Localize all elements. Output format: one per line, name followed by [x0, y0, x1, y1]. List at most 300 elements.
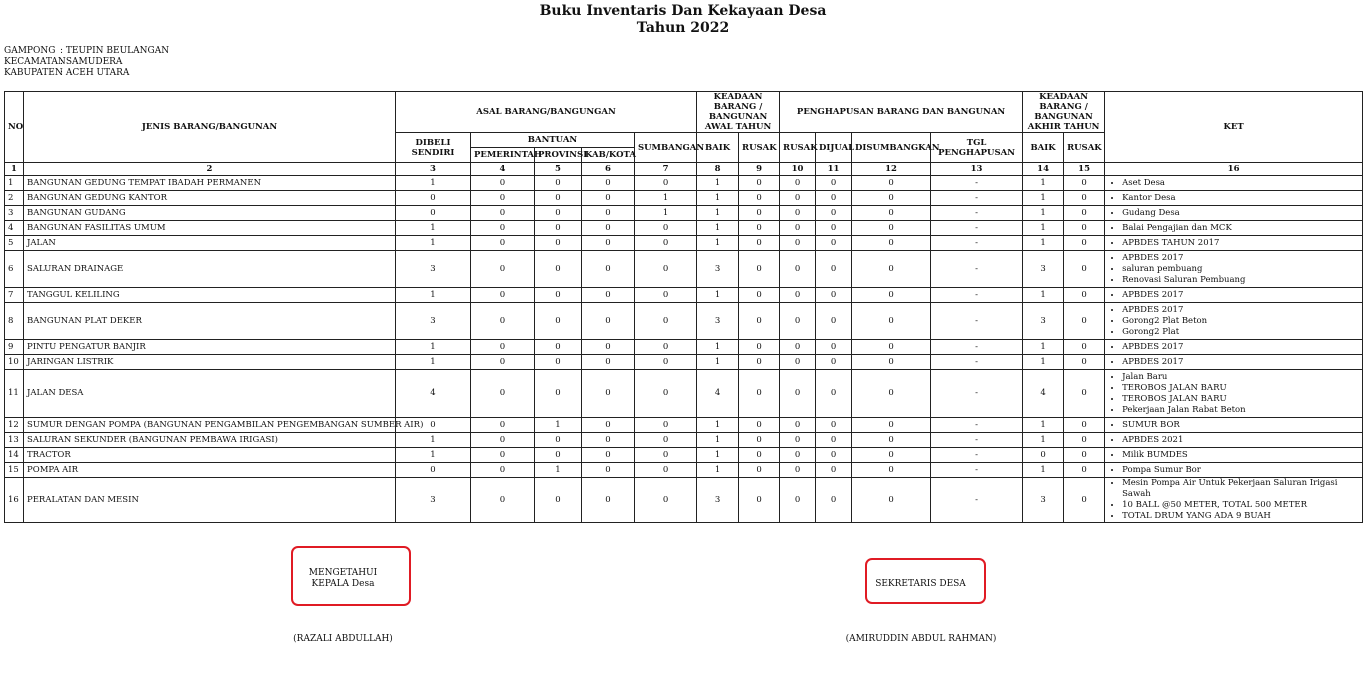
cell-value: 1	[1023, 221, 1064, 236]
ket-item: • Balai Pengajian dan MCK	[1122, 223, 1359, 234]
table-row	[5, 176, 1363, 191]
cell-value: 0	[635, 251, 697, 288]
ket-list	[1108, 208, 1359, 219]
header-keadaan-akhir: KEADAAN BARANG / BANGUNAN AKHIR TAHUN	[1023, 92, 1105, 133]
column-number: 2	[24, 163, 396, 176]
row-number: 15	[5, 463, 24, 478]
ket-cell	[1105, 418, 1363, 433]
cell-value: 0	[535, 191, 582, 206]
cell-value: 0	[396, 206, 471, 221]
cell-value: 0	[852, 448, 931, 463]
cell-value: 3	[396, 303, 471, 340]
ket-cell	[1105, 463, 1363, 478]
meta-label: KABUPATEN	[4, 68, 63, 78]
ket-item: • Kantor Desa	[1122, 193, 1359, 204]
header-rusak-hapus: RUSAK	[780, 133, 816, 163]
cell-value: 1	[535, 463, 582, 478]
ket-item: • Gorong2 Plat	[1122, 327, 1359, 338]
cell-value: 1	[635, 191, 697, 206]
cell-value: 0	[780, 251, 816, 288]
column-number: 15	[1064, 163, 1105, 176]
cell-value: 0	[471, 251, 535, 288]
cell-value: 0	[635, 448, 697, 463]
cell-value: 0	[1064, 176, 1105, 191]
ket-cell	[1105, 303, 1363, 340]
cell-value: 0	[816, 340, 852, 355]
cell-value: 0	[739, 448, 780, 463]
ket-item: • APBDES 2017	[1122, 290, 1359, 301]
cell-value: 0	[635, 370, 697, 418]
cell-value: 0	[535, 370, 582, 418]
cell-value: 0	[535, 288, 582, 303]
cell-value: 1	[396, 221, 471, 236]
cell-value: 1	[697, 206, 739, 221]
cell-value: 0	[1064, 221, 1105, 236]
item-name: BANGUNAN GEDUNG KANTOR	[24, 191, 396, 206]
item-name: SALURAN DRAINAGE	[24, 251, 396, 288]
cell-value: 0	[780, 221, 816, 236]
cell-value: 0	[816, 221, 852, 236]
cell-value: 0	[471, 418, 535, 433]
cell-value: 0	[1064, 251, 1105, 288]
cell-value: 3	[396, 251, 471, 288]
ket-item: • 10 BALL @50 METER, TOTAL 500 METER	[1122, 500, 1359, 511]
ket-list	[1108, 238, 1359, 249]
cell-value: -	[931, 236, 1023, 251]
cell-value: 0	[816, 448, 852, 463]
cell-value: 0	[471, 340, 535, 355]
cell-value: 0	[816, 191, 852, 206]
cell-value: 0	[1064, 448, 1105, 463]
cell-value: 0	[816, 355, 852, 370]
table-row	[5, 370, 1363, 418]
ket-item: • Pekerjaan Jalan Rabat Beton	[1122, 405, 1359, 416]
cell-value: 0	[582, 478, 635, 523]
cell-value: 0	[780, 463, 816, 478]
cell-value: 0	[582, 370, 635, 418]
item-name: PERALATAN DAN MESIN	[24, 478, 396, 523]
row-number: 4	[5, 221, 24, 236]
cell-value: 0	[816, 418, 852, 433]
cell-value: 1	[697, 355, 739, 370]
item-name: SALURAN SEKUNDER (BANGUNAN PEMBAWA IRIGASI)	[24, 433, 396, 448]
item-name: PINTU PENGATUR BANJIR	[24, 340, 396, 355]
cell-value: 0	[471, 176, 535, 191]
header-no: NO	[5, 92, 24, 163]
row-number: 6	[5, 251, 24, 288]
row-number: 5	[5, 236, 24, 251]
ket-cell	[1105, 191, 1363, 206]
header-jenis: JENIS BARANG/BANGUNAN	[24, 92, 396, 163]
column-number: 4	[471, 163, 535, 176]
cell-value: 1	[396, 355, 471, 370]
cell-value: 1	[1023, 355, 1064, 370]
cell-value: 0	[471, 463, 535, 478]
table-row	[5, 191, 1363, 206]
ket-cell	[1105, 478, 1363, 523]
cell-value: 0	[471, 288, 535, 303]
cell-value: 0	[852, 478, 931, 523]
ket-cell	[1105, 176, 1363, 191]
ket-cell	[1105, 433, 1363, 448]
cell-value: 0	[780, 176, 816, 191]
cell-value: 0	[816, 206, 852, 221]
cell-value: 1	[697, 433, 739, 448]
cell-value: 0	[535, 478, 582, 523]
cell-value: 0	[635, 478, 697, 523]
meta-value: : ACEH UTARA	[60, 68, 130, 78]
ket-cell	[1105, 340, 1363, 355]
row-number: 16	[5, 478, 24, 523]
item-name: POMPA AIR	[24, 463, 396, 478]
item-name: BANGUNAN FASILITAS UMUM	[24, 221, 396, 236]
inventory-body	[5, 176, 1363, 523]
ket-item: • TEROBOS JALAN BARU	[1122, 394, 1359, 405]
cell-value: 0	[852, 355, 931, 370]
ket-item: • Gudang Desa	[1122, 208, 1359, 219]
item-name: BANGUNAN GEDUNG TEMPAT IBADAH PERMANEN	[24, 176, 396, 191]
cell-value: 3	[1023, 251, 1064, 288]
cell-value: -	[931, 303, 1023, 340]
cell-value: 1	[697, 448, 739, 463]
item-name: SUMUR DENGAN POMPA (BANGUNAN PENGAMBILAN PENGEMBANGAN SUMBER AIR)	[24, 418, 396, 433]
column-number: 6	[582, 163, 635, 176]
cell-value: 0	[780, 206, 816, 221]
cell-value: 1	[697, 176, 739, 191]
cell-value: -	[931, 433, 1023, 448]
ket-list	[1108, 478, 1359, 522]
cell-value: 0	[852, 288, 931, 303]
cell-value: 1	[1023, 288, 1064, 303]
cell-value: 0	[780, 340, 816, 355]
cell-value: 0	[816, 236, 852, 251]
table-row	[5, 288, 1363, 303]
cell-value: -	[931, 478, 1023, 523]
cell-value: 0	[582, 355, 635, 370]
column-number: 8	[697, 163, 739, 176]
cell-value: 0	[635, 463, 697, 478]
cell-value: 0	[852, 236, 931, 251]
meta-value: : SAMUDERA	[60, 57, 123, 67]
cell-value: 0	[780, 418, 816, 433]
header-dijual: DIJUAL	[816, 133, 852, 163]
cell-value: 0	[739, 340, 780, 355]
column-number: 10	[780, 163, 816, 176]
inventory-table	[4, 91, 1363, 523]
item-name: JARINGAN LISTRIK	[24, 355, 396, 370]
cell-value: 0	[535, 251, 582, 288]
cell-value: 1	[697, 221, 739, 236]
cell-value: 0	[535, 303, 582, 340]
cell-value: 0	[739, 288, 780, 303]
row-number: 11	[5, 370, 24, 418]
cell-value: 0	[535, 433, 582, 448]
item-name: TRACTOR	[24, 448, 396, 463]
ket-item: • Milik BUMDES	[1122, 450, 1359, 461]
column-number: 16	[1105, 163, 1363, 176]
cell-value: 0	[635, 418, 697, 433]
ket-list	[1108, 290, 1359, 301]
header-baik-akhir: BAIK	[1023, 133, 1064, 163]
ket-item: • APBDES 2021	[1122, 435, 1359, 446]
title-year: Tahun 2022	[636, 20, 730, 36]
cell-value: 3	[396, 478, 471, 523]
header-kabkota: KAB/KOTA	[582, 148, 635, 163]
cell-value: 0	[780, 433, 816, 448]
ket-cell	[1105, 370, 1363, 418]
header-rusak-akhir: RUSAK	[1064, 133, 1105, 163]
cell-value: 0	[1064, 370, 1105, 418]
cell-value: 0	[471, 355, 535, 370]
title-text: Buku Inventaris Dan Kekayaan Desa	[539, 3, 827, 19]
row-number: 12	[5, 418, 24, 433]
table-row	[5, 418, 1363, 433]
meta-row	[4, 46, 169, 57]
ket-list	[1108, 305, 1359, 338]
ket-item: • APBDES TAHUN 2017	[1122, 238, 1359, 249]
column-number: 5	[535, 163, 582, 176]
ket-cell	[1105, 206, 1363, 221]
cell-value: 1	[697, 418, 739, 433]
cell-value: 0	[582, 176, 635, 191]
cell-value: 0	[816, 251, 852, 288]
signature-left-line1: MENGETAHUI	[308, 568, 378, 578]
signature-right-title: SEKRETARIS DESA	[875, 579, 966, 589]
cell-value: 0	[396, 418, 471, 433]
cell-value: 1	[697, 288, 739, 303]
ket-list	[1108, 178, 1359, 189]
cell-value: 0	[582, 251, 635, 288]
cell-value: 0	[471, 478, 535, 523]
column-number: 13	[931, 163, 1023, 176]
row-number: 1	[5, 176, 24, 191]
row-number: 14	[5, 448, 24, 463]
header-disumbangkan: DISUMBANGKAN	[852, 133, 931, 163]
header-provinsi: PROVINSI	[535, 148, 582, 163]
cell-value: -	[931, 340, 1023, 355]
cell-value: 0	[739, 433, 780, 448]
table-row	[5, 448, 1363, 463]
ket-list	[1108, 420, 1359, 431]
cell-value: 0	[739, 176, 780, 191]
ket-item: • Aset Desa	[1122, 178, 1359, 189]
row-number: 8	[5, 303, 24, 340]
cell-value: -	[931, 355, 1023, 370]
cell-value: 0	[780, 478, 816, 523]
cell-value: 0	[535, 448, 582, 463]
cell-value: 4	[1023, 370, 1064, 418]
cell-value: -	[931, 206, 1023, 221]
cell-value: 0	[582, 340, 635, 355]
cell-value: 0	[1064, 463, 1105, 478]
ket-item: • SUMUR BOR	[1122, 420, 1359, 431]
ket-item: • Renovasi Saluran Pembuang	[1122, 275, 1359, 286]
cell-value: 0	[780, 236, 816, 251]
column-number: 11	[816, 163, 852, 176]
item-name: JALAN	[24, 236, 396, 251]
cell-value: 0	[471, 448, 535, 463]
cell-value: 1	[635, 206, 697, 221]
cell-value: 0	[396, 463, 471, 478]
ket-item: • TEROBOS JALAN BARU	[1122, 383, 1359, 394]
ket-list	[1108, 253, 1359, 286]
cell-value: 0	[852, 340, 931, 355]
cell-value: -	[931, 370, 1023, 418]
cell-value: 0	[739, 463, 780, 478]
cell-value: 0	[582, 303, 635, 340]
cell-value: 1	[396, 448, 471, 463]
header-pemerintah: PEMERINTAH	[471, 148, 535, 163]
cell-value: 0	[852, 191, 931, 206]
location-info	[4, 46, 169, 79]
table-row	[5, 206, 1363, 221]
cell-value: -	[931, 221, 1023, 236]
header-asal: ASAL BARANG/BANGUNGAN	[396, 92, 697, 133]
ket-cell	[1105, 221, 1363, 236]
table-row	[5, 221, 1363, 236]
cell-value: 0	[780, 288, 816, 303]
signature-left-title	[291, 568, 395, 590]
cell-value: 0	[1064, 478, 1105, 523]
cell-value: 0	[635, 236, 697, 251]
cell-value: 0	[816, 288, 852, 303]
cell-value: 0	[852, 418, 931, 433]
column-number-row	[5, 163, 1363, 176]
cell-value: 0	[739, 251, 780, 288]
ket-item: • Mesin Pompa Air Untuk Pekerjaan Saluran Irigasi Sawah	[1122, 478, 1359, 500]
cell-value: 0	[816, 478, 852, 523]
ket-item: • APBDES 2017	[1122, 357, 1359, 368]
cell-value: 0	[852, 176, 931, 191]
cell-value: 1	[1023, 418, 1064, 433]
cell-value: 0	[582, 463, 635, 478]
cell-value: 0	[582, 221, 635, 236]
cell-value: 0	[739, 303, 780, 340]
meta-value: : TEUPIN BEULANGAN	[60, 46, 170, 56]
ket-item: • TOTAL DRUM YANG ADA 9 BUAH	[1122, 511, 1359, 522]
cell-value: 0	[816, 370, 852, 418]
cell-value: 0	[635, 221, 697, 236]
cell-value: 0	[780, 191, 816, 206]
row-number: 7	[5, 288, 24, 303]
cell-value: 1	[697, 191, 739, 206]
ket-list	[1108, 342, 1359, 353]
table-row	[5, 251, 1363, 288]
ket-list	[1108, 223, 1359, 234]
table-row	[5, 355, 1363, 370]
cell-value: 1	[1023, 191, 1064, 206]
cell-value: 0	[635, 303, 697, 340]
document-title	[0, 3, 1366, 37]
table-row	[5, 433, 1363, 448]
ket-item: • Gorong2 Plat Beton	[1122, 316, 1359, 327]
ket-cell	[1105, 355, 1363, 370]
cell-value: 0	[535, 355, 582, 370]
cell-value: 3	[697, 478, 739, 523]
cell-value: 0	[852, 221, 931, 236]
ket-item: • APBDES 2017	[1122, 253, 1359, 264]
cell-value: 0	[816, 303, 852, 340]
table-row	[5, 303, 1363, 340]
cell-value: 0	[535, 206, 582, 221]
cell-value: 1	[535, 418, 582, 433]
cell-value: 0	[635, 288, 697, 303]
ket-item: • APBDES 2017	[1122, 342, 1359, 353]
signature-left-name: (RAZALI ABDULLAH)	[293, 634, 393, 644]
cell-value: 0	[816, 463, 852, 478]
item-name: BANGUNAN PLAT DEKER	[24, 303, 396, 340]
header-rusak-awal: RUSAK	[739, 133, 780, 163]
cell-value: 0	[852, 370, 931, 418]
cell-value: 0	[852, 303, 931, 340]
column-number: 9	[739, 163, 780, 176]
cell-value: 0	[739, 418, 780, 433]
cell-value: 1	[1023, 340, 1064, 355]
ket-list	[1108, 450, 1359, 461]
ket-item: • Pompa Sumur Bor	[1122, 465, 1359, 476]
cell-value: 0	[635, 433, 697, 448]
cell-value: -	[931, 463, 1023, 478]
cell-value: 0	[1064, 303, 1105, 340]
item-name: JALAN DESA	[24, 370, 396, 418]
cell-value: 0	[1064, 340, 1105, 355]
cell-value: -	[931, 448, 1023, 463]
meta-row	[4, 57, 169, 68]
cell-value: 0	[739, 355, 780, 370]
cell-value: 0	[582, 288, 635, 303]
header-bantuan: BANTUAN	[471, 133, 635, 148]
cell-value: 1	[396, 288, 471, 303]
meta-row	[4, 68, 169, 79]
cell-value: 0	[780, 448, 816, 463]
cell-value: 0	[739, 191, 780, 206]
ket-list	[1108, 372, 1359, 416]
cell-value: 0	[739, 478, 780, 523]
cell-value: 0	[816, 433, 852, 448]
cell-value: 1	[697, 340, 739, 355]
ket-cell	[1105, 236, 1363, 251]
cell-value: 0	[1023, 448, 1064, 463]
cell-value: 0	[535, 236, 582, 251]
cell-value: 1	[396, 433, 471, 448]
item-name: TANGGUL KELILING	[24, 288, 396, 303]
signature-left-line2: KEPALA Desa	[311, 579, 375, 589]
cell-value: 1	[1023, 433, 1064, 448]
cell-value: 0	[1064, 433, 1105, 448]
cell-value: 0	[471, 206, 535, 221]
cell-value: -	[931, 418, 1023, 433]
header-baik-awal: BAIK	[697, 133, 739, 163]
cell-value: 0	[816, 176, 852, 191]
cell-value: 0	[852, 433, 931, 448]
cell-value: 0	[635, 340, 697, 355]
ket-cell	[1105, 251, 1363, 288]
cell-value: 0	[582, 206, 635, 221]
cell-value: 0	[1064, 418, 1105, 433]
cell-value: 0	[739, 370, 780, 418]
cell-value: 1	[396, 176, 471, 191]
cell-value: 1	[1023, 236, 1064, 251]
table-row	[5, 236, 1363, 251]
cell-value: 0	[396, 191, 471, 206]
cell-value: 0	[635, 355, 697, 370]
cell-value: 1	[1023, 176, 1064, 191]
ket-cell	[1105, 448, 1363, 463]
cell-value: 1	[1023, 206, 1064, 221]
item-name: BANGUNAN GUDANG	[24, 206, 396, 221]
cell-value: -	[931, 288, 1023, 303]
cell-value: 1	[396, 340, 471, 355]
